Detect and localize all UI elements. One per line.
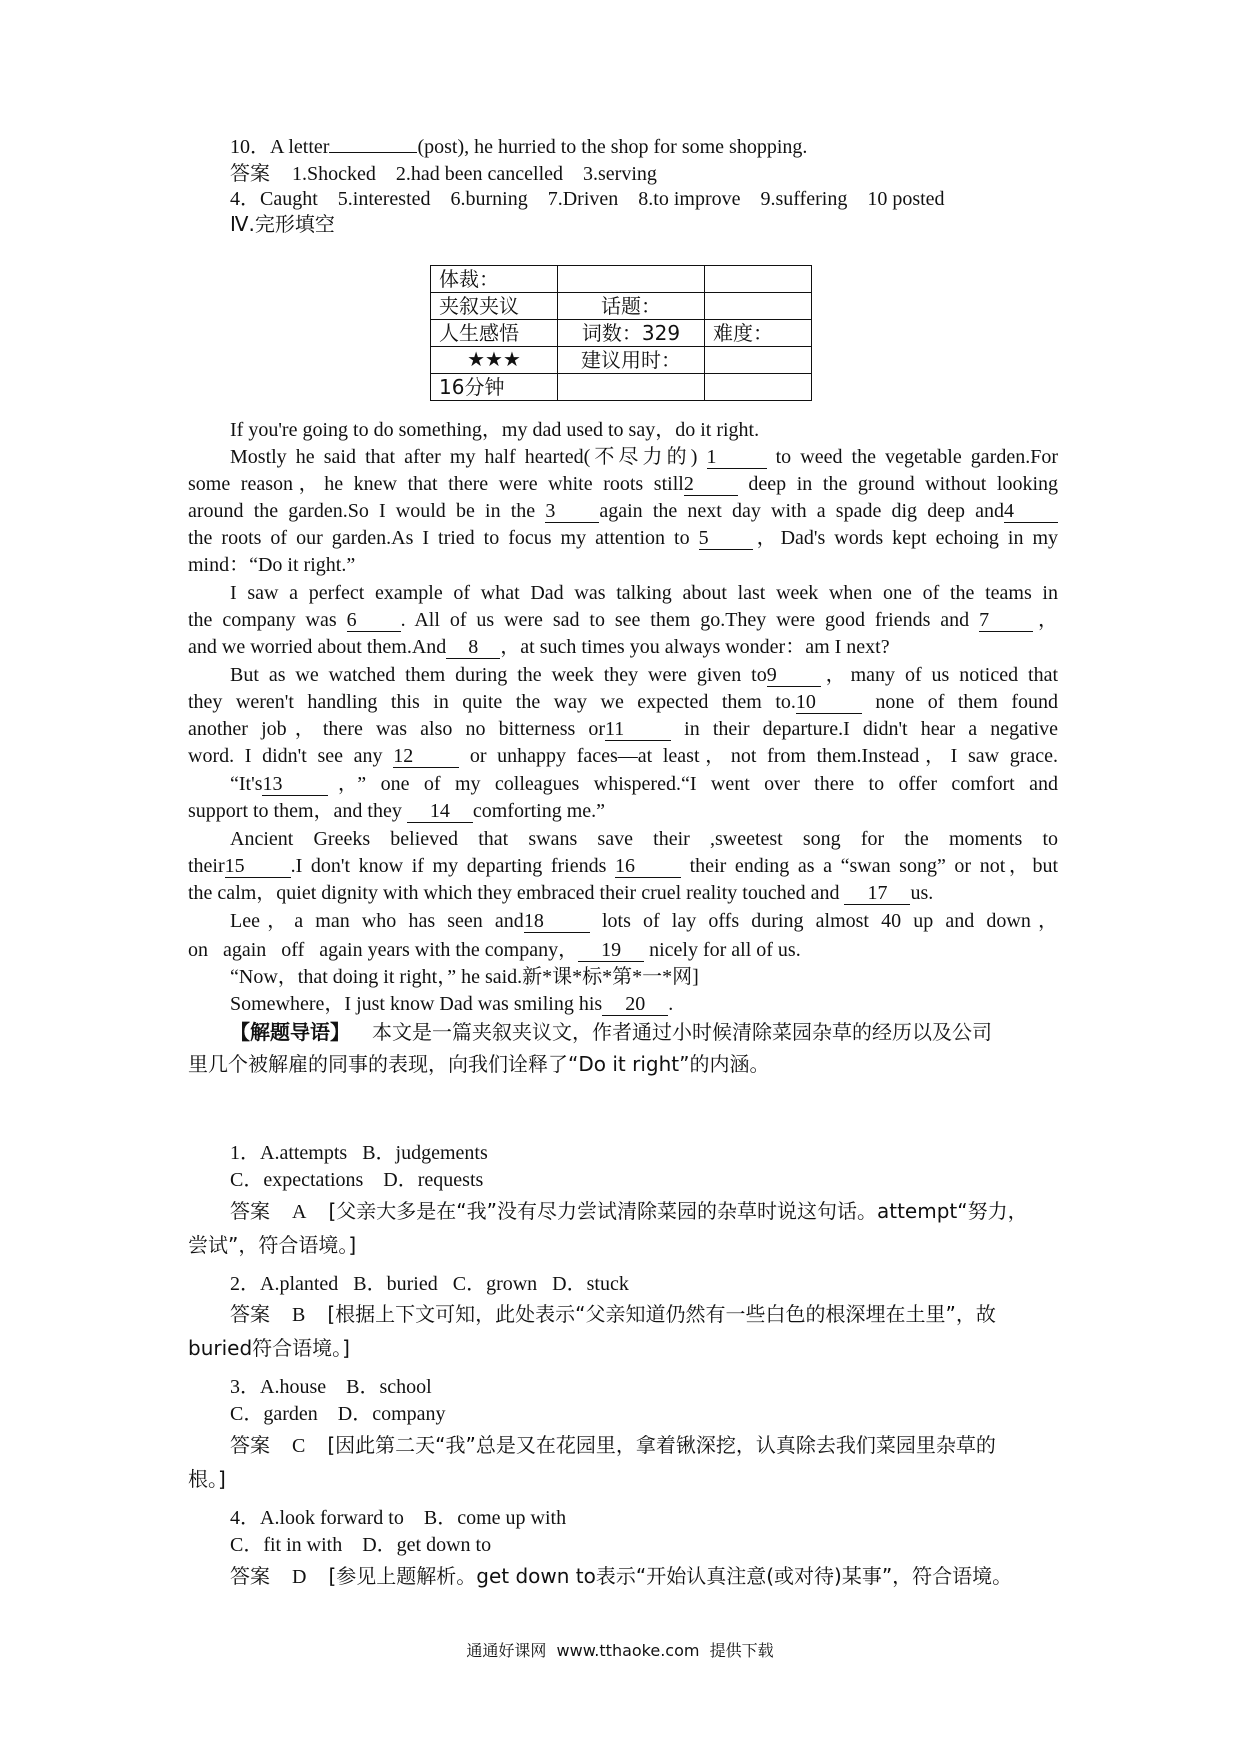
passage-line: word. I didn't see any 12 or unhappy faces—at least，not from them.Instead，I saw grace.: [188, 745, 1058, 767]
q10-blank: [329, 152, 417, 153]
question-1-options: 1．A.attempts B．judgements: [230, 1142, 488, 1164]
question-4-answer: 答案 D [参见上题解析。get down to表示“开始认真注意(或对待)某事”，符合语境。: [230, 1564, 1013, 1588]
passage-line: the company was 6 . All of us were sad to see them go.They were good friends and 7 ，: [188, 609, 1058, 631]
question-3-explanation: 根。]: [188, 1467, 226, 1491]
question-4-options: 4．A.look forward to B．come up with: [230, 1507, 567, 1529]
passage-line: I saw a perfect example of what Dad was talking about last week when one of the teams in: [230, 582, 1058, 604]
passage-line: mind：“Do it right.”: [188, 554, 356, 576]
passage-line: Mostly he said that after my half hearted(不尽力的) 1 to weed the vegetable garden.For: [230, 446, 1059, 468]
passage-line: Somewhere，I just know Dad was smiling his 20 .: [230, 993, 674, 1015]
guide-line-2: 里几个被解雇的同事的表现，向我们诠释了“Do it right”的内涵。: [188, 1052, 770, 1076]
q10-line: 10．A letter (post), he hurried to the shop for some shopping.: [230, 136, 808, 158]
passage-line: “Now，that doing it right，” he said.新*课*标*第*一*网]: [230, 966, 699, 988]
question-1-explanation: 尝试”，符合语境。]: [188, 1233, 357, 1257]
question-3-answer: 答案 C [因此第二天“我”总是又在花园里，拿着锹深挖，认真除去我们菜园里杂草的: [230, 1433, 996, 1457]
passage-line: around the garden.So I would be in the 3 again the next day with a spade dig deep and4: [188, 498, 1058, 524]
page-footer: 通通好课网 www.tthaoke.com 提供下载: [466, 1641, 774, 1660]
question-1-options: C．expectations D．requests: [230, 1169, 484, 1191]
info-table: [430, 265, 812, 401]
passage-line: their15 .I don't know if my departing friends 16 their ending as a “swan song” or not，but: [188, 855, 1059, 877]
table-row: 夹叙夹议 话题：: [431, 293, 812, 320]
question-3-options: C．garden D．company: [230, 1403, 446, 1425]
question-2-options: 2．A.planted B．buried C．grown D．stuck: [230, 1273, 629, 1295]
passage-line: support to them，and they 14 comforting me.”: [188, 800, 606, 822]
table-row: 人生感悟 词数：329 难度：: [431, 320, 812, 347]
answers-line-1: 答案 1.Shocked 2.had been cancelled 3.serving: [230, 161, 657, 185]
passage-line: But as we watched them during the week they were given to9 ，many of us noticed that: [230, 664, 1058, 686]
answers-line-2: 4．Caught 5.interested 6.burning 7.Driven 8.to improve 9.suffering 10 posted: [230, 188, 945, 210]
table-row: 16分钟: [431, 374, 812, 401]
passage-line: “It's13 ，” one of my colleagues whispered.“I went over there to offer comfort and: [230, 773, 1058, 795]
passage-line: the roots of our garden.As I tried to focus my attention to 5 ，Dad's words kept echoing in my: [188, 527, 1059, 549]
passage-line: they weren't handling this in quite the way we expected them to.10 none of them found: [188, 691, 1059, 713]
passage-line: and we worried about them.And 8 ，at such times you always wonder：am I next?: [188, 636, 890, 658]
passage-line: the calm，quiet dignity with which they embraced their cruel reality touched and 17 us.: [188, 882, 934, 904]
guide-line-1: 【解题导语】 本文是一篇夹叙夹议文，作者通过小时候清除菜园杂草的经历以及公司: [230, 1020, 992, 1044]
passage-line: some reason，he knew that there were white roots still2 deep in the ground without looking: [188, 473, 1059, 495]
question-3-options: 3．A.house B．school: [230, 1376, 432, 1398]
section-title: Ⅳ.完形填空: [230, 212, 335, 236]
question-1-answer: 答案 A [父亲大多是在“我”没有尽力尝试清除菜园的杂草时说这句话。attempt“努力，: [230, 1199, 1028, 1223]
question-2-explanation: buried符合语境。]: [188, 1336, 350, 1360]
passage-line: Lee，a man who has seen and18 lots of lay offs during almost 40 up and down，: [230, 910, 1059, 932]
table-row: 体裁：: [431, 266, 812, 293]
question-4-options: C．fit in with D．get down to: [230, 1534, 492, 1556]
question-2-answer: 答案 B [根据上下文可知，此处表示“父亲知道仍然有一些白色的根深埋在土里”，故: [230, 1302, 996, 1326]
passage-line: Ancient Greeks believed that swans save their ,sweetest song for the moments to: [230, 828, 1058, 850]
passage-line: on again off again years with the company， 19 nicely for all of us.: [188, 939, 801, 961]
passage-line: If you're going to do something，my dad used to say，do it right.: [230, 419, 760, 441]
table-row: ★★★ 建议用时：: [431, 347, 812, 374]
passage-line: another job，there was also no bitterness or11 in their departure.I didn't hear a negative: [188, 718, 1058, 740]
